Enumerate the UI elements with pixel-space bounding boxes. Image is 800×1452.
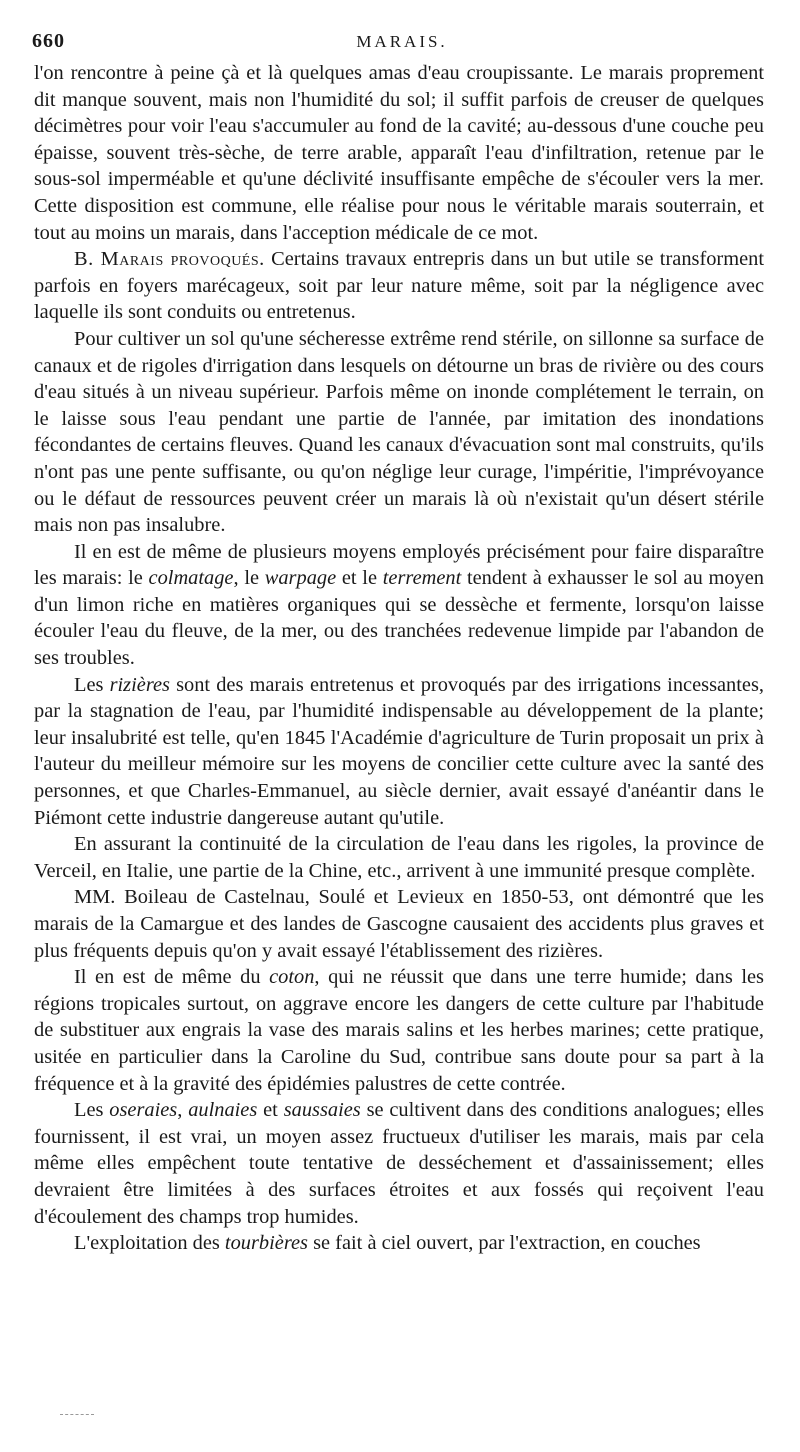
italic-term: coton	[269, 966, 315, 989]
text-span: se fait à ciel ouvert, par l'extraction, en couches	[308, 1232, 701, 1255]
paragraph-10	[34, 1230, 764, 1257]
text-span: L'exploitation des	[74, 1232, 225, 1255]
paragraph-2-text: Certains travaux entrepris dans un but utile se transforment parfois en foyers marécageux, soit par leur nature même, soit par la négligence avec laquelle ils sont conduits ou entretenus.	[34, 248, 764, 324]
page-header	[32, 30, 772, 60]
paragraph-7: MM. Boileau de Castelnau, Soulé et Levieux en 1850-53, ont démontré que les marais de la Camargue et des landes de Gascogne causaient des accidents plus graves et plus fréquents depuis qu'on y avait essayé l'établissement des rizières.	[34, 886, 764, 962]
text-span: et	[257, 1099, 284, 1122]
text-span: se cultivent dans des conditions analogues; elles fournissent, il est vrai, un moyen assez fructueux d'utiliser les marais, mais par cela même elles empêchent toute tentative de desséchement et d'assainissement; elles devraient être limitées à des surfaces étroites et aux fossés qui reçoivent l'eau d'écoulement des champs trop humides.	[34, 1099, 764, 1228]
paragraph-9	[34, 1097, 764, 1230]
italic-term: saussaies	[283, 1099, 361, 1122]
text-span: Les	[74, 1099, 110, 1122]
paragraph-3: Pour cultiver un sol qu'une sécheresse extrême rend stérile, on sillonne sa surface de canaux et de rigoles d'irrigation dans lesquels on détourne un bras de rivière ou des cours d'eau situés à un niveau supérieur. Parfois même on inonde complétement le terrain, on le laisse sous l'eau pendant une partie de l'année, par imitation des inondations fécondantes de certains fleuves. Quand les canaux d'évacuation sont mal construits, qu'ils n'ont pas une pente suffisante, ou qu'on néglige leur curage, l'impéritie, l'imprévoyance ou le défaut de ressources peuvent créer un marais là où n'existait qu'un désert stérile mais non pas insalubre.	[34, 327, 764, 537]
paragraph-8	[34, 964, 764, 1097]
italic-term: oseraies	[109, 1099, 178, 1122]
paragraph-1: l'on rencontre à peine çà et là quelques amas d'eau croupissante. Le marais proprement dit manque souvent, mais non l'humidité du sol; il suffit parfois de creuser de quelques décimètres pour voir l'eau s'accumuler au fond de la cavité; au-dessous d'une couche peu épaisse, souvent très-sèche, de terre arable, apparaît l'eau d'infiltration, retenue par le sous-sol imperméable et qu'une déclivité insuffisante empêche de s'écouler vers la mer. Cette disposition est commune, elle réalise pour nous le véritable marais souterrain, et tout au moins un marais, dans l'acception médicale de ce mot.	[34, 62, 764, 244]
italic-term: terrement	[382, 567, 462, 590]
text-span: Il en est de même du	[74, 966, 270, 989]
text-span: sont des marais entretenus et provoqués par des irrigations incessantes, par la stagnation de l'eau, par l'humidité indispensable au développement de la plante; leur insalubrité est telle, qu'en 1845 l'Académie d'agriculture de Turin proposait un prix à l'auteur du meilleur mémoire sur les moyens de concilier cette culture avec la santé des personnes, et que Charles-Emmanuel, au siècle dernier, avait essayé d'anéantir dans le Piémont cette industrie dangereuse autant qu'utile.	[34, 673, 764, 829]
text-span: tendent à exhausser le sol au moyen d'un limon riche en matières organiques qui se dessèche et fermente, lorsqu'on laisse écouler l'eau du fleuve, de la mer, ou des tranchées redevenue limpide par l'abandon de ses troubles.	[34, 567, 764, 670]
paragraph-6: En assurant la continuité de la circulation de l'eau dans les rigoles, la province de Verceil, en Italie, une partie de la Chine, etc., arrivent à une immunité presque complète.	[34, 833, 764, 882]
body-text	[34, 60, 764, 1257]
italic-term: tourbières	[224, 1232, 308, 1255]
section-heading: B. Marais provoqués.	[74, 248, 265, 271]
italic-term: aulnaies	[188, 1099, 258, 1122]
text-span: , qui ne réussit que dans une terre humide; dans les régions tropicales surtout, on aggrave encore les dangers de cette culture par l'habitude de substituer aux engrais la vase des marais salins et les herbes marines; cette pratique, usitée en particulier dans la Caroline du Sud, contribue sans doute pour sa part à la fréquence et à la gravité des épidémies palustres de cette contrée.	[34, 966, 764, 1095]
running-head: MARAIS.	[356, 32, 448, 51]
paragraph-2	[34, 246, 764, 326]
text-span: , le	[233, 567, 265, 590]
italic-term: warpage	[264, 567, 337, 590]
text-span: ,	[177, 1099, 189, 1122]
paragraph-4	[34, 539, 764, 672]
text-span: Les	[74, 673, 110, 696]
footer-rule	[60, 1414, 94, 1415]
italic-term: rizières	[109, 673, 170, 696]
text-span: et le	[336, 567, 383, 590]
page-number: 660	[32, 30, 65, 52]
italic-term: colmatage	[148, 567, 234, 590]
text-span: Il en est de même de plusieurs moyens employés précisément pour faire disparaître les marais: le	[34, 540, 764, 590]
paragraph-5	[34, 672, 764, 832]
